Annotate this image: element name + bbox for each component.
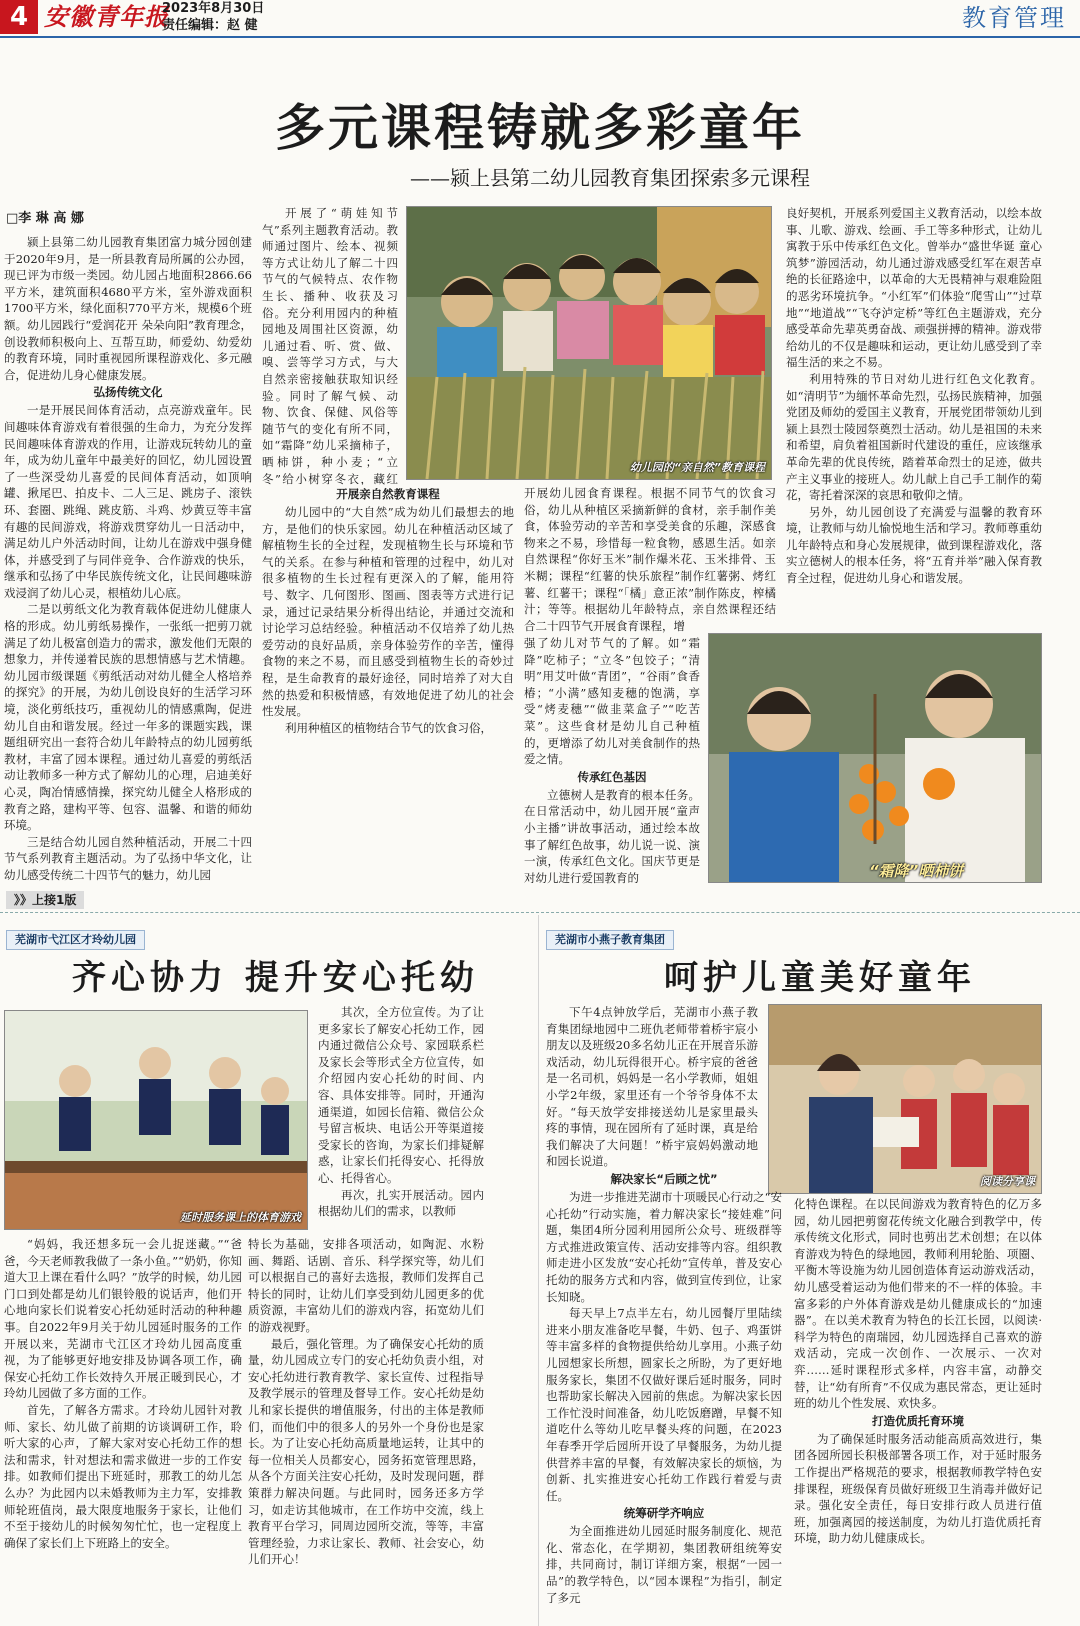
paragraph: 为了确保延时服务活动能高质高效进行，集团各园所园长积极部署各项工作，对于延时服务工作提出严格规范的要求，根据教师教学特色安排课程，班级保育员做好班级卫生消毒并做好记录。强化安全责任，每日安排行政人员进行值班，加强离园的接送制度，为幼儿打造优质托育环境，助力幼儿健康成长。 xyxy=(794,1431,1042,1546)
photo-children-balance-beam xyxy=(4,1010,308,1230)
paragraph: 首先，了解各方需求。才玲幼儿园针对教师、家长、幼儿做了前期的访谈调研工作，聆听大家的心声，了解大家对安心托幼工作的想法和需求，针对想法和需求做进一步的工作安排。如教师们提出下班延时，那教工的幼儿怎么办？为此园内以未婚教师为主力军，安排教师轮班值岗，最大限度地服务于家长，让他们不至于接幼儿的时候匆匆忙忙，也一定程度上确保了家长们上下班路上的安全。 xyxy=(4,1402,242,1550)
article-column xyxy=(248,1236,484,1624)
article-subtitle: ——颍上县第二幼儿园教育集团探索多元课程 xyxy=(410,166,810,190)
article-column xyxy=(794,1196,1042,1624)
paragraph: 其次，全方位宣传。为了让更多家长了解安心托幼工作，园内通过微信公众号、家园联系栏及家长会等形式全方位宣传，如介绍园内安心托幼的时间、内容、具体安排等。同时，开通沟通渠道，如园长信箱、微信公众号留言板块、电话公开等渠道接受家长的咨询，为家长们排疑解惑，让家长们托得安心、托得放心、托得省心。 xyxy=(318,1005,484,1185)
subheading: 传承红色基因 xyxy=(577,769,647,784)
photo-caption: 幼儿园的“亲自然”教育课程 xyxy=(629,461,765,474)
byline: □李 琳 高 娜 xyxy=(6,211,84,226)
photo-children-wheat-field xyxy=(406,206,772,480)
article-title: 呵护儿童美好童年 xyxy=(664,958,976,998)
paragraph: 利用种植区的植物结合节气的饮食习俗， xyxy=(285,720,492,735)
paragraph: 每天早上7点半左右，幼儿园餐厅里陆续进来小朋友准备吃早餐，牛奶、包子、鸡蛋饼等丰富多样的食物提供给幼儿享用。小燕子幼儿园想家长所想，圆家长之所盼，为了更好地服务家长，集团不仅做好课后延时服务，同时也帮助家长解决入园前的焦虑。为解决家长因工作忙没时间准备，幼儿吃饭磨蹭，早餐不知道吃什么等幼儿吃早餐头疼的问题，在2023年春季开学后园所开设了早餐服务，为幼儿提供营养丰富的早餐，有效解决家长的烦恼，为创新、扎实推进安心托幼工作践行着爱与责任。 xyxy=(546,1306,782,1503)
masthead-logo: 安徽青年报 xyxy=(44,2,169,31)
photo-reading-class xyxy=(768,1004,1042,1194)
subheading: 解决家长“后顾之忧” xyxy=(610,1172,718,1186)
paragraph: 三是结合幼儿园自然种植活动，开展二十四节气系列教育主题活动。为了弘扬中华文化，让幼儿感受传统二十四节气的魅力，幼儿园 xyxy=(4,834,252,882)
paragraph: 利用特殊的节日对幼儿进行红色文化教育。如“清明节”为缅怀革命先烈，弘扬民族精神，加强党团及师幼的爱国主义教育，开展党团带领幼儿到颍上县烈士陵园祭奠烈士活动。幼儿是祖国的未来和希望，肩负着祖国新时代建设的重任，应该继承革命先辈的优良传统，踏着革命烈士的足迹，做共产主义事业的接班人。幼儿献上自己手工制作的菊花，寄托着深深的哀思和敬仰之情。 xyxy=(786,371,1042,503)
subheading: 弘扬传统文化 xyxy=(93,385,163,400)
paragraph: 一是开展民间体育活动，点亮游戏童年。民间趣味体育游戏有着很强的生命力，为充分发挥民间趣味体育游戏的作用，让游戏玩转幼儿的童年，成为幼儿童年中最美好的回忆，幼儿园设置了一些深受幼儿喜爱的民间体育活动，如顶响罐、揪尾巴、拍皮卡、二人三足、跳房子、滚铁环、套圈、跳绳、跳皮筋、斗鸡、炒黄豆等丰富有趣的民间游戏，将游戏贯穿幼儿一日活动中，满足幼儿户外活动时间，让幼儿在游戏中强身健体，并感受到了与同伴竞争、合作游戏的快乐，继承和弘扬了中华民族传统文化，让民间趣味游戏浸润了幼儿心灵，根植幼儿心底。 xyxy=(4,403,252,600)
article-column xyxy=(524,635,700,885)
photo-caption: 延时服务课上的体育游戏 xyxy=(180,1211,301,1224)
article-column xyxy=(4,1236,242,1624)
page-number: 4 xyxy=(0,0,38,34)
article-title: 齐心协力 提升安心托幼 xyxy=(72,958,479,998)
section-divider xyxy=(0,912,1080,913)
paragraph: 化特色课程。在以民间游戏为教育特色的亿万多园，幼儿园把剪窗花传统文化融合到教学中，传承传统文化形式，同时也剪出艺术创想；在以体育游戏为特色的绿地园，教师利用轮胎、项圈、平衡木等设施为幼儿园创造体育运动游戏活动，幼儿感受着运动为他们带来的不一样的体验。丰富多彩的户外体育游戏是幼儿健康成长的“加速器”。在以美术教育为特色的长江长园，以阅读·科学为特色的南瑞园，幼儿园选择自己喜欢的游戏活动，完成一次创作、一次展示、一次对弈……延时课程形式多样，内容丰富，动静交替，让“幼有所育”不仅成为惠民常态，更让延时班的幼儿个性发展、欢快多。 xyxy=(794,1197,1042,1411)
subheading: 开展亲自然教育课程 xyxy=(336,487,440,501)
paragraph: 强了幼儿对节气的了解。如“霜降”吃柿子；“立冬”包饺子；“清明”用艾叶做“青团”，“谷雨”食香椿；“小满”感知麦穗的饱满，享受“烤麦穗”“做韭菜盒子”“吃苦菜”。这些食材是幼儿自己种植的，更增添了幼儿对美食制作的热爱之情。 xyxy=(524,636,700,767)
header-rule xyxy=(0,36,1080,38)
paragraph: 另外，幼儿园创设了充满爱与温馨的教育环境，让教师与幼儿愉悦地生活和学习。教师尊重幼儿年龄特点和身心发展规律，做到课程游戏化，落实立德树人的根本任务，将“五育并举”融入保育教育全过程，促进幼儿身心和谐发展。 xyxy=(786,504,1042,586)
article-column xyxy=(262,205,398,485)
article-column xyxy=(318,1004,484,1230)
paragraph: 开展幼儿园食育课程。根据不同节气的饮食习俗，幼儿从种植区采摘新鲜的食材，亲手制作美食，体验劳动的辛苦和享受美食的乐趣，深感食物来之不易，珍惜每一粒食物，感恩生活。如亲自然课程“你好玉米”制作爆米花、玉米排骨、玉米糊；课程“红薯的快乐旅程”制作红薯粥、烤红薯、红薯干；课程“「橘」意正浓”制作陈皮，榨橘汁；等等。根据幼儿年龄特点，亲自然课程还结合二十四节气开展食育课程，增 xyxy=(524,486,776,633)
paragraph: 开展了“萌娃知节气”系列主题教育活动。教师通过图片、绘本、视频等方式让幼儿了解二十四节气的气候特点、农作物生长、播种、收获及习俗。充分利用园内的种植园地及周围社区资源，幼儿通过看、听、赏、做、嗅、尝等学习方式，与大自然亲密接触获取知识经验。同时了解气候、动物、饮食、保健、风俗等随节气的变化有所不同，如“霜降”幼儿采摘柿子，晒柿饼，种小麦；“立冬”给小树穿冬衣，藏红 xyxy=(262,206,398,485)
paragraph: 为进一步推进芜湖市十项暖民心行动之“安心托幼”行动实施，着力解决家长“接娃难”问题，集团4所分园利用园所公众号、班级群等方式推进政策宣传、活动安排等内容。组织教师走进小区发放“安心托幼”宣传单，普及安心托幼的服务方式和内容，做到宣传到位，让家长知晓。 xyxy=(546,1190,782,1304)
continued-from-label: 》》上接1版 xyxy=(6,891,84,909)
article-column xyxy=(546,1004,758,1170)
photo-children-persimmons xyxy=(708,633,1042,883)
paragraph: 立德树人是教育的根本任务。在日常活动中，幼儿园开展“童声小主播”讲故事活动，通过绘本故事了解红色故事，幼儿说一说、演一演，传承红色文化。国庆节更是对幼儿进行爱国教育的 xyxy=(524,787,700,885)
school-tag: 芜湖市小燕子教育集团 xyxy=(546,930,674,950)
paragraph: 为全面推进幼儿园延时服务制度化、规范化、常态化，在学期初，集团教研组统筹安排，共同商讨，制订详细方案，根据“一园一品”的教学特色，以“园本课程”为指引，制定了多元 xyxy=(546,1524,782,1605)
paragraph: “妈妈，我还想多玩一会儿捉迷藏。”“爸爸，今天老师教我做了一条小鱼。”“奶奶，你知道大卫上课在看什么吗？”放学的时候，幼儿园门口到处都是幼儿们银铃般的说话声，他们开心地向家长们说着安心托幼延时活动的种种趣事。自2022年9月关于幼儿园延时服务的工作开展以来，芜湖市弋江区才玲幼儿园高度重视，为了能够更好地安排及协调各项工作，确保安心托幼工作长效持久开展正暖到民心，才玲幼儿园做了多方面的工作。 xyxy=(4,1237,242,1401)
section-title: 教育管理 xyxy=(962,4,1066,32)
article-column xyxy=(786,205,1042,625)
school-tag: 芜湖市弋江区才玲幼儿园 xyxy=(6,930,145,950)
issue-date: 2023年8月30日 xyxy=(162,1,265,16)
subheading: 打造优质托育环境 xyxy=(872,1413,964,1428)
article-column xyxy=(4,234,252,884)
paragraph: 下午4点钟放学后，芜湖市小燕子教育集团绿地园中二班仇老师带着桥宇宸小朋友以及班级20多名幼儿正在开展音乐游戏活动，幼儿玩得很开心。桥宇宸的爸爸是一名司机，妈妈是一名小学教师，姐姐小学2年级，家里还有一个爷爷身体不太好。“每天放学安排接送幼儿是家里最头疼的事情，现在园所有了延时课，真是给我们解决了大问题！”桥宇宸妈妈激动地和园长说道。 xyxy=(546,1005,758,1169)
subheading: 统筹研学齐响应 xyxy=(623,1506,705,1521)
article-title: 多元课程铸就多彩童年 xyxy=(275,98,805,157)
article-column xyxy=(546,1170,782,1624)
editor-line: 责任编辑：赵 健 xyxy=(162,18,258,33)
paragraph: 幼儿园中的“大自然”成为幼儿们最想去的地方，是他们的快乐家园。幼儿在种植活动区域了解植物生长的全过程，发现植物生长与环境和节气的关系。在参与种植和管理的过程中，幼儿对很多植物的生长过程有更深入的了解，能用符号、数字、几何图形、图画、图表等方式进行记录，通过记录结果分析得出结论，并通过交流和讨论学习总结经验。种植活动不仅培养了幼儿热爱劳动的良好品质，亲身体验劳作的辛苦，懂得食物的来之不易，而且感受到植物生长的奇妙过程，是生命教育的最好途径，同时培养了对大自然的热爱和积极情感，有效地促进了幼儿的社会性发展。 xyxy=(262,505,514,719)
column-divider xyxy=(538,915,539,1626)
article-column xyxy=(262,485,514,885)
photo-caption: 阅读分享课 xyxy=(980,1175,1035,1188)
paragraph: 颍上县第二幼儿园教育集团富力城分园创建于2020年9月，是一所县教育局所属的公办园，现已评为市级一类园。幼儿园占地面积2866.66平方米，建筑面积4680平方米，室外游戏面积1700平方米，绿化面积770平方米，规模6个班额。幼儿园践行“爱润花开 朵朵向阳”教育理念，创设教师积极向上、互帮互助，师爱幼、幼爱幼的教育环境，同时重视园所课程游戏化、多元融合，促进幼儿身心健康发展。 xyxy=(4,235,252,382)
photo-caption: “霜降”晒柿饼 xyxy=(869,862,964,880)
paragraph: 良好契机，开展系列爱国主义教育活动，以绘本故事、儿歌、游戏、绘画、手工等多种形式，让幼儿寓教于乐中传承红色文化。曾举办“盛世华诞 童心筑梦”游园活动，幼儿通过游戏感受红军在艰苦卓绝的长征路途中，以革命的大无畏精神与艰难险阻的恶劣环境抗争。“小红军”们体验“爬雪山”“过草地”“地道战”“飞夺泸定桥”等红色主题游戏，充分感受革命先辈英勇奋战、顽强拼搏的精神。游戏带给幼儿的不仅是趣味和运动，更让幼儿感受到了幸福生活的来之不易。 xyxy=(786,206,1042,370)
paragraph: 特长为基础，安排各项活动，如陶泥、水粉画、舞蹈、话剧、音乐、科学探究等，幼儿们可以根据自己的喜好去选报，教师们发挥自己特长的同时，让幼儿们享受到幼儿园更多的优质资源，丰富幼儿们的游戏内容，拓宽幼儿们的游戏视野。 xyxy=(248,1237,484,1334)
paragraph: 二是以剪纸文化为教育载体促进幼儿健康人格的形成。幼儿剪纸易操作，一张纸一把剪刀就满足了幼儿极富创造力的需求，激发他们无限的想象力，并传递着民族的思想情感与艺术情趣。幼儿园市级课题《剪纸活动对幼儿健全人格培养的探究》的开展，为幼儿创设良好的生活学习环境，淡化剪纸技巧，重视幼儿的情感熏陶，促进幼儿自由和谐发展。经过一年多的课题实践，课题组研究出一套符合幼儿年龄特点的幼儿园剪纸教材，丰富了园本课程。通过幼儿喜爱的剪纸活动让教师多一种方式了解幼儿的心理，启迪美好心灵，陶冶情感情操，探究幼儿健全人格形成的教育之路，建构平等、包容、温馨、和谐的师幼环境。 xyxy=(4,602,252,833)
article-column xyxy=(524,485,776,635)
paragraph: 再次，扎实开展活动。园内根据幼儿们的需求，以教师 xyxy=(318,1187,484,1219)
paragraph: 最后，强化管理。为了确保安心托幼的质量，幼儿园成立专门的安心托幼负责小组，对安心托幼进行教育教学、家长宣传、过程指导及教学展示的管理及督导工作。安心托幼是幼儿和家长提供的增值服务，付出的主体是教师们，而他们中的很多人的另外一个身份也是家长。为了让安心托幼高质量地运转，让其中的每一位相关人员都安心，园务拓宽管理思路，从各个方面关注安心托幼，及时发现问题，群策群力解决问题。与此同时，园务还多方学习，如走访其他城市，在工作坊中交流，线上教育平台学习，同周边园所交流，等等，丰富管理经验，力求让家长、教师、社会安心，幼儿们开心！ xyxy=(248,1336,484,1567)
